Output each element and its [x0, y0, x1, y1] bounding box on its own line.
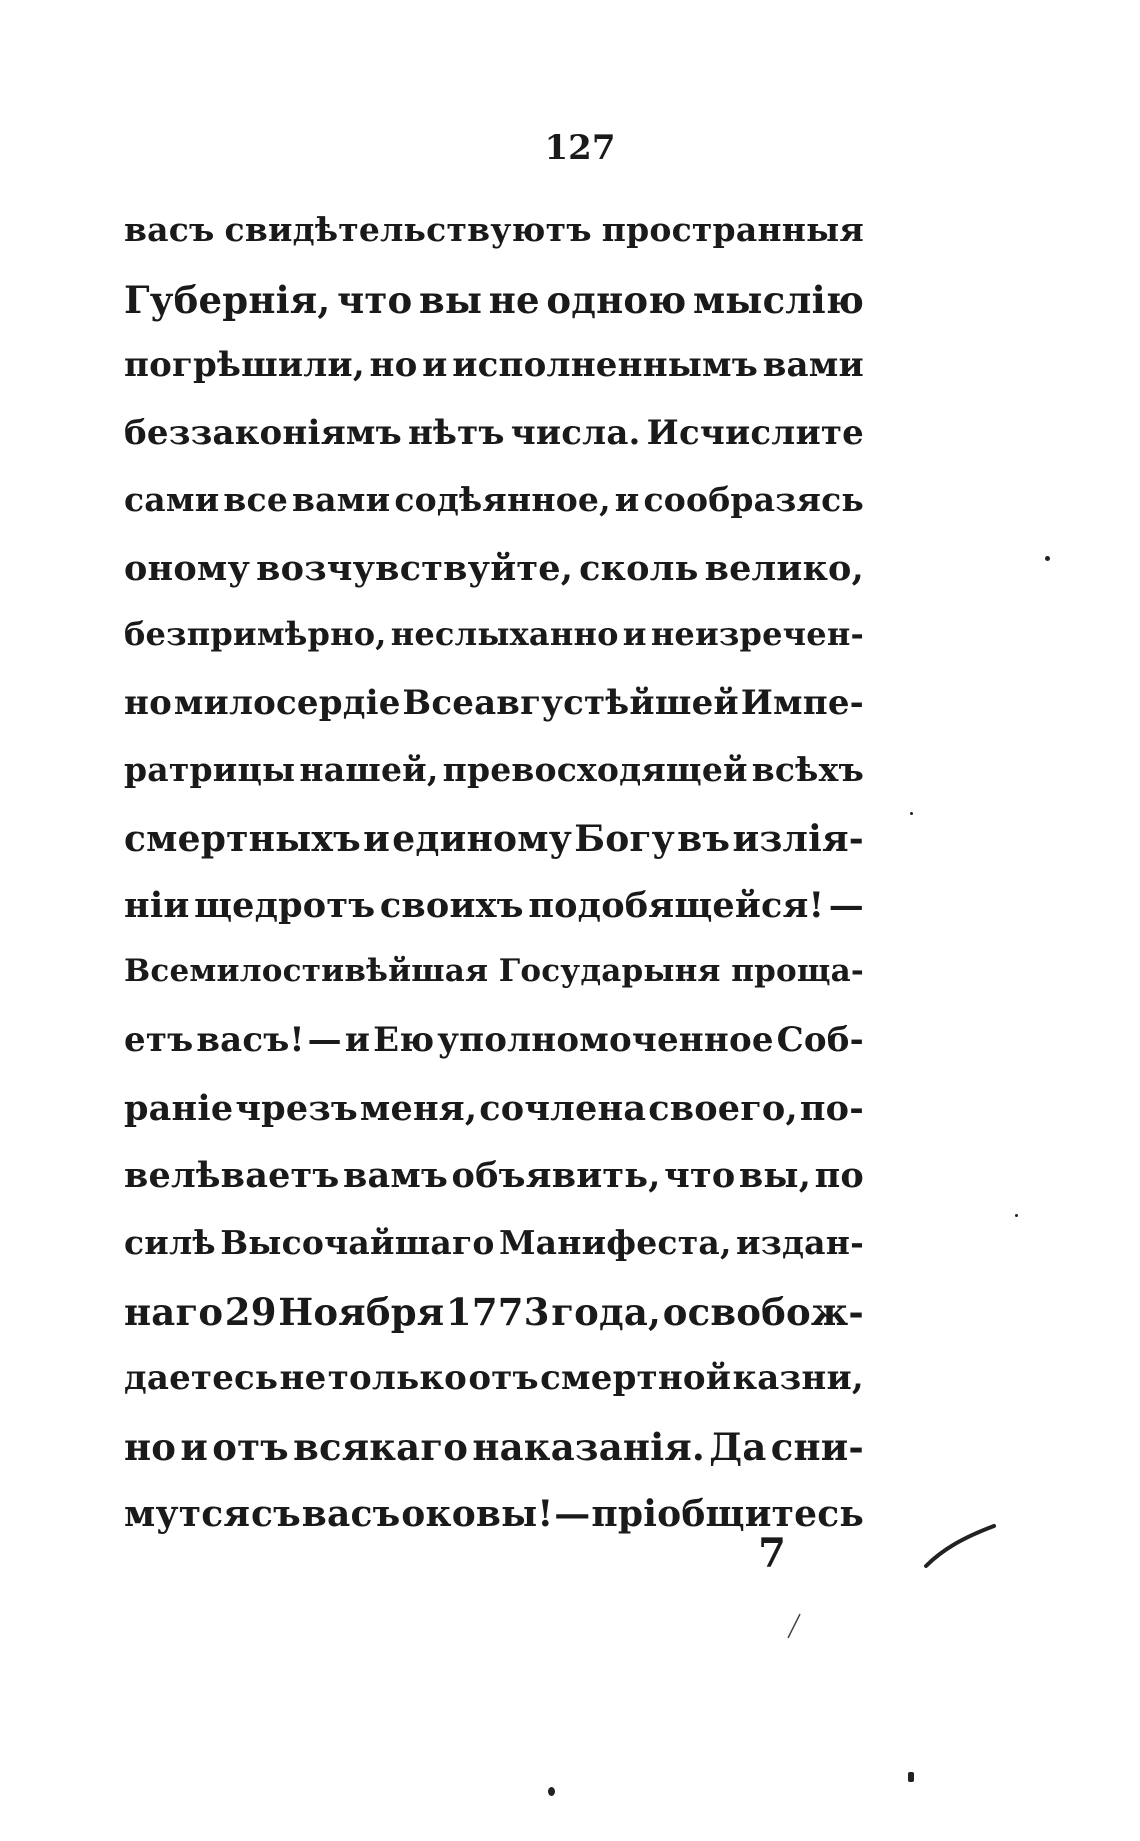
- text-line: но милосердіе Всеавгустѣйшей Импе-: [124, 682, 864, 723]
- text-line: васъ свидѣтельствуютъ пространныя: [124, 210, 864, 249]
- scan-speck: [1015, 1214, 1018, 1217]
- scan-speck: [1045, 556, 1050, 561]
- pen-stroke-mark: [786, 1610, 806, 1640]
- text-line: наго 29 Ноября 1773 года, освобож-: [124, 1290, 864, 1334]
- scan-speck: [908, 1772, 914, 1782]
- pen-stroke-mark: [922, 1520, 1002, 1570]
- body-text: [124, 210, 864, 1560]
- text-line: но и отъ всякаго наказанія. Да сни-: [124, 1425, 864, 1469]
- text-line: ніи щедротъ своихъ подобящейся! —: [124, 885, 864, 926]
- text-line: раніе чрезъ меня, сочлена своего, по-: [124, 1087, 864, 1129]
- text-line: Всемилостивѣйшая Государыня проща-: [124, 952, 864, 989]
- text-line: погрѣшили, но и исполненнымъ вами: [124, 345, 864, 385]
- text-line: смертныхъ и единому Богу въ излія-: [124, 817, 864, 860]
- scan-speck: [548, 1787, 555, 1796]
- text-line: сами все вами содѣянное, и сообразясь: [124, 480, 864, 519]
- text-line: оному возчувствуйте, сколь велико,: [124, 547, 864, 589]
- text-line: велѣваетъ вамъ объявить, что вы, по: [124, 1155, 864, 1196]
- scan-speck: [910, 812, 913, 815]
- text-line: мутся съ васъ оковы! — пріобщитесь: [124, 1492, 864, 1535]
- signature-mark: 7: [758, 1530, 786, 1577]
- text-line: ратрицы нашей, превосходящей всѣхъ: [124, 750, 864, 789]
- text-line: безпримѣрно, неслыханно и неизречен-: [124, 615, 864, 653]
- text-line: Губернія, что вы не одною мыслію: [124, 277, 864, 322]
- text-line: беззаконіямъ нѣтъ числа. Исчислите: [124, 412, 864, 453]
- text-line: даетесь не только отъ смертной казни,: [124, 1357, 864, 1398]
- text-line: етъ васъ! — и Ею уполномоченное Соб-: [124, 1020, 864, 1060]
- page-number: 127: [544, 128, 616, 168]
- text-line: силѣ Высочайшаго Манифеста, издан-: [124, 1222, 864, 1262]
